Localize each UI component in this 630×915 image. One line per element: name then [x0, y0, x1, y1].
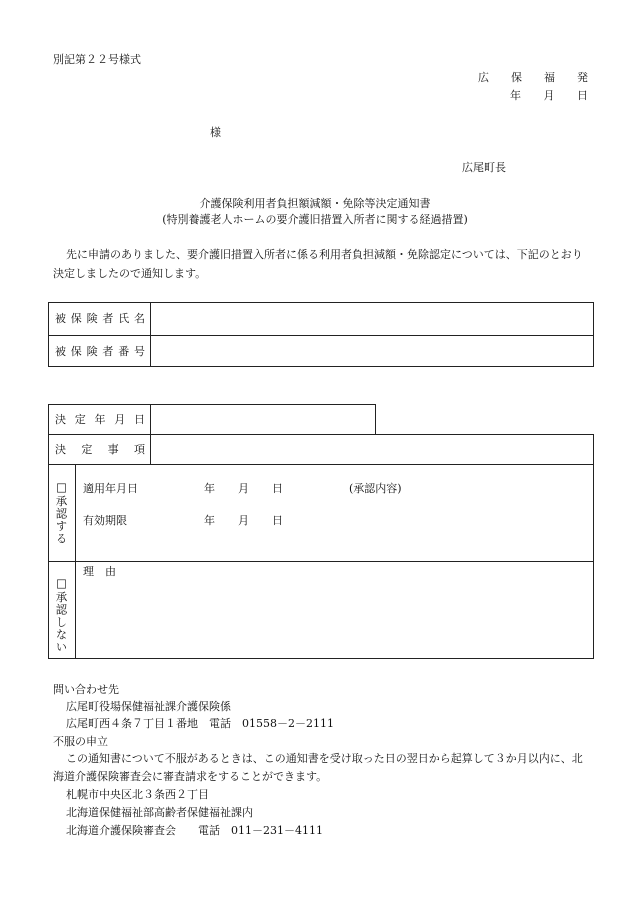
divider	[48, 561, 594, 562]
document-title: 介護保険利用者負担額減額・免除等決定通知書	[199, 197, 431, 210]
intro-line-2: 決定しましたので通知します。	[53, 267, 207, 280]
apply-day-unit: 日	[272, 482, 283, 495]
appeal-body: 北海道介護保険審査会 電話 011－231－4111	[66, 824, 323, 837]
appeal-text-line-1: この通知書について不服があるときは、この通知書を受け取った日の翌日から起算して３か月以内に、北	[66, 752, 583, 765]
validity-label: 有効期限	[83, 514, 127, 527]
contact-address: 広尾町西４条７丁目１番地 電話 01558－2－2111	[66, 717, 334, 730]
decision-date-label: 決 定 年 月 日	[55, 413, 145, 426]
reason-label: 理 由	[83, 565, 116, 578]
issuer-code: 広 保 福 発	[478, 71, 588, 84]
intro-line-1: 先に申請のありました、要介護旧措置入所者に係る利用者負担減額・免除認定については、下記のとおり	[66, 248, 583, 261]
divider	[150, 302, 151, 367]
decision-date-field[interactable]	[152, 406, 374, 433]
approval-content-label: (承認内容)	[349, 482, 402, 495]
appeal-office: 北海道保健福祉部高齢者保健福祉課内	[66, 806, 253, 819]
approve-checkbox[interactable]: □承認する	[54, 480, 69, 545]
divider	[48, 335, 594, 336]
insured-number-label: 被 保 険 者 番 号	[55, 345, 145, 358]
insured-number-field[interactable]	[152, 337, 592, 366]
addressee-suffix: 様	[210, 126, 221, 139]
decision-matter-label: 決 定 事 項	[55, 443, 145, 456]
appeal-heading: 不服の申立	[53, 735, 108, 748]
issue-date: 年 月 日	[510, 89, 588, 102]
reason-field[interactable]	[78, 582, 590, 656]
insured-name-field[interactable]	[152, 304, 592, 334]
validity-day-unit: 日	[272, 514, 283, 527]
deny-checkbox[interactable]: □承認しない	[54, 576, 69, 654]
appeal-text-line-2: 海道介護保険審査会に審査請求をすることができます。	[53, 770, 328, 783]
document-subtitle: (特別養護老人ホームの要介護旧措置入所者に関する経過措置)	[162, 213, 468, 226]
apply-month-unit: 月	[238, 482, 249, 495]
apply-date-label: 適用年月日	[83, 482, 138, 495]
apply-year-unit: 年	[204, 482, 215, 495]
validity-year-unit: 年	[204, 514, 215, 527]
form-number: 別記第２２号様式	[53, 53, 141, 66]
contact-office: 広尾町役場保健福祉課介護保険係	[66, 700, 231, 713]
contact-heading: 問い合わせ先	[53, 683, 119, 696]
insured-name-label: 被 保 険 者 氏 名	[55, 312, 145, 325]
sender: 広尾町長	[462, 161, 506, 174]
divider	[48, 464, 594, 465]
appeal-address: 札幌市中央区北３条西２丁目	[66, 788, 209, 801]
decision-matter-field[interactable]	[152, 436, 592, 463]
validity-month-unit: 月	[238, 514, 249, 527]
